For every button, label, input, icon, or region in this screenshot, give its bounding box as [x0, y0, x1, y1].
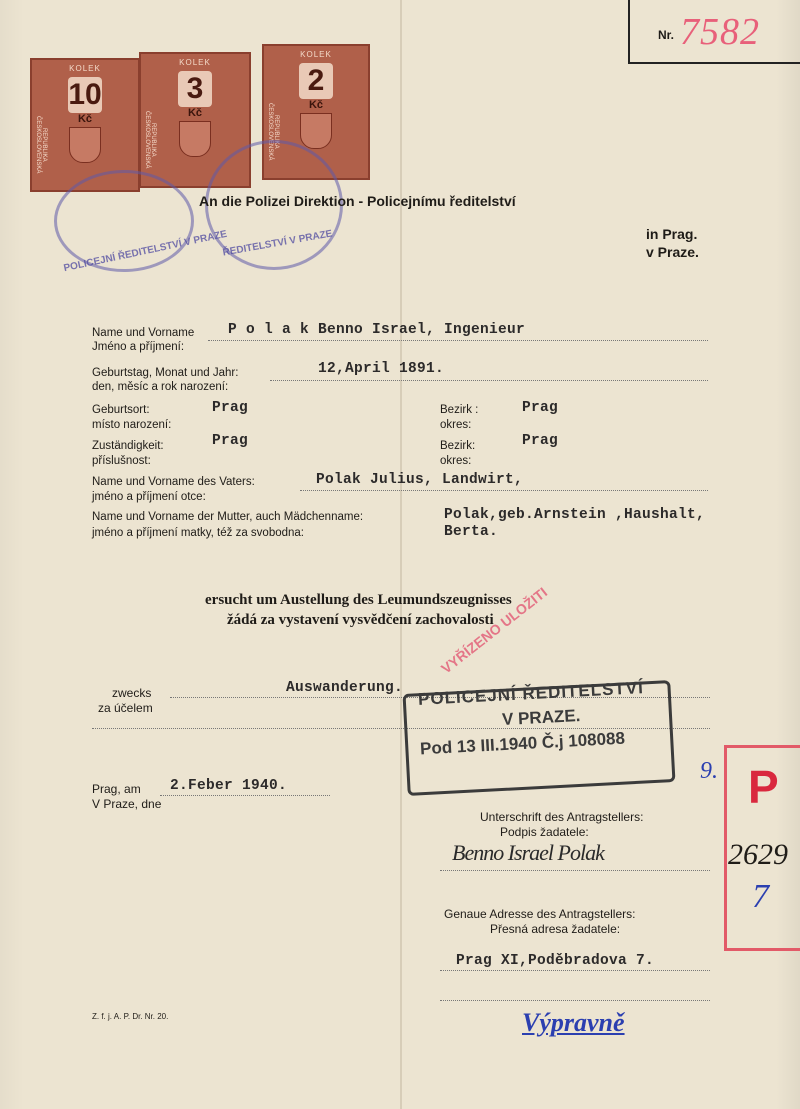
red-stamp-number: 2629 — [728, 838, 788, 871]
date-line — [160, 795, 330, 796]
police-seal-left-text: POLICEJNÍ ŘEDITELSTVÍ V PRAZE — [62, 228, 229, 275]
father-line — [300, 490, 708, 491]
domicile-district-label-cz: okres: — [440, 455, 472, 467]
request-line-de: ersucht um Austellung des Leumundszeugnisses — [205, 592, 512, 608]
stamp-top-text: KOLEK — [300, 50, 332, 59]
address-label-de: Genaue Adresse des Antragstellers: — [444, 907, 636, 921]
name-line — [208, 340, 708, 341]
address-label-cz: Přesná adresa žadatele: — [490, 922, 621, 936]
purpose-label-de: zwecks — [112, 686, 152, 700]
domicile-district-label-de: Bezirk: — [440, 440, 476, 452]
mother-value-line1: Polak,geb.Arnstein ,Haushalt, — [444, 507, 706, 523]
father-label-de: Name und Vorname des Vaters: — [92, 476, 255, 488]
signature-label-de: Unterschrift des Antragstellers: — [480, 810, 644, 824]
lion-emblem-icon — [300, 113, 332, 149]
father-label-cz: jméno a příjmení otce: — [92, 491, 206, 503]
stamp-top-text: KOLEK — [179, 58, 211, 67]
red-stamp-letter: P — [748, 761, 779, 813]
request-line-cz: žádá za vystavení vysvědčení zachovalosti — [227, 612, 494, 628]
stamp-top-text: KOLEK — [69, 64, 101, 73]
paper-fold — [400, 0, 402, 1109]
stamp-currency: Kč — [187, 107, 203, 119]
nr-label: Nr. — [658, 28, 675, 42]
domicile-label-cz: příslušnost: — [92, 455, 151, 467]
birthdate-label-de: Geburtstag, Monat und Jahr: — [92, 367, 239, 379]
birthplace-label-de: Geburtsort: — [92, 404, 150, 416]
stamp-side-text: REPUBLIKA ČESKOSLOVENSKÁ — [144, 111, 156, 169]
domicile-value: Prag — [212, 433, 249, 449]
city-cz: v Praze. — [646, 244, 699, 260]
city-de: in Prag. — [646, 226, 698, 242]
stamp-value: 3 — [178, 71, 212, 107]
birthdate-value: 12,April 1891. — [318, 361, 445, 377]
address-line-2 — [440, 1000, 710, 1001]
vypravne-note: Výpravně — [522, 1008, 625, 1037]
purpose-label-cz: za účelem — [98, 701, 153, 715]
address-line — [440, 970, 710, 971]
mother-label-cz: jméno a příjmení matky, též za svobodna: — [92, 527, 304, 539]
police-stamp-line3: Pod 13 III.1940 Č.j 108088 — [419, 728, 626, 759]
stamp-side-text: REPUBLIKA ČESKOSLOVENSKÁ — [267, 103, 279, 161]
overprint-stamp: VYŘÍZENO ULOŽITI — [438, 584, 551, 677]
stamp-value: 2 — [299, 63, 333, 99]
purpose-value: Auswanderung. — [286, 680, 404, 696]
name-label-cz: Jméno a příjmení: — [92, 341, 185, 353]
date-label-cz: V Praze, dne — [92, 797, 162, 811]
birthplace-label-cz: místo narození: — [92, 419, 172, 431]
addressee-heading: An die Polizei Direktion - Policejnímu ředitelství — [199, 193, 516, 209]
birthplace-district-label-cz: okres: — [440, 419, 472, 431]
stamp-side-text: REPUBLIKA ČESKOSLOVENSKÁ — [35, 116, 47, 174]
police-stamp-line2: V PRAZE. — [501, 705, 581, 730]
birthdate-line — [270, 380, 708, 381]
domicile-label-de: Zuständigkeit: — [92, 440, 164, 452]
signature-line — [440, 870, 710, 871]
birthplace-district-label-de: Bezirk : — [440, 404, 479, 416]
mother-label-de: Name und Vorname der Mutter, auch Mädchenname: — [92, 511, 364, 523]
applicant-signature: Benno Israel Polak — [452, 840, 604, 865]
red-stamp-side-mark: 9. — [700, 758, 718, 784]
police-seal-right-text: ŘEDITELSTVÍ V PRAZE — [221, 228, 334, 259]
stamp-currency: Kč — [77, 113, 93, 125]
date-label-de: Prag, am — [92, 782, 141, 796]
signature-label-cz: Podpis žadatele: — [500, 825, 589, 839]
name-label-de: Name und Vorname — [92, 327, 195, 339]
nr-value: 7582 — [680, 11, 760, 53]
birthplace-value: Prag — [212, 400, 249, 416]
birthdate-label-cz: den, měsíc a rok narození: — [92, 381, 229, 393]
name-value: P o l a k Benno Israel, Ingenieur — [228, 322, 526, 338]
father-value: Polak Julius, Landwirt, — [316, 472, 524, 488]
birthplace-district-value: Prag — [522, 400, 559, 416]
date-value: 2.Feber 1940. — [170, 778, 288, 794]
stamp-currency: Kč — [308, 99, 324, 111]
domicile-district-value: Prag — [522, 433, 559, 449]
stamp-value: 10 — [68, 78, 102, 111]
form-code: Z. f. j. A. P. Dr. Nr. 20. — [92, 1012, 169, 1021]
police-stamp-line1: POLICEJNÍ ŘEDITELSTVÍ — [417, 678, 645, 709]
address-value: Prag XI,Poděbradova 7. — [456, 953, 655, 969]
mother-value-line2: Berta. — [444, 524, 499, 540]
lion-emblem-icon — [179, 121, 211, 157]
lion-emblem-icon — [69, 127, 101, 163]
red-stamp-mark: 7 — [752, 878, 769, 915]
